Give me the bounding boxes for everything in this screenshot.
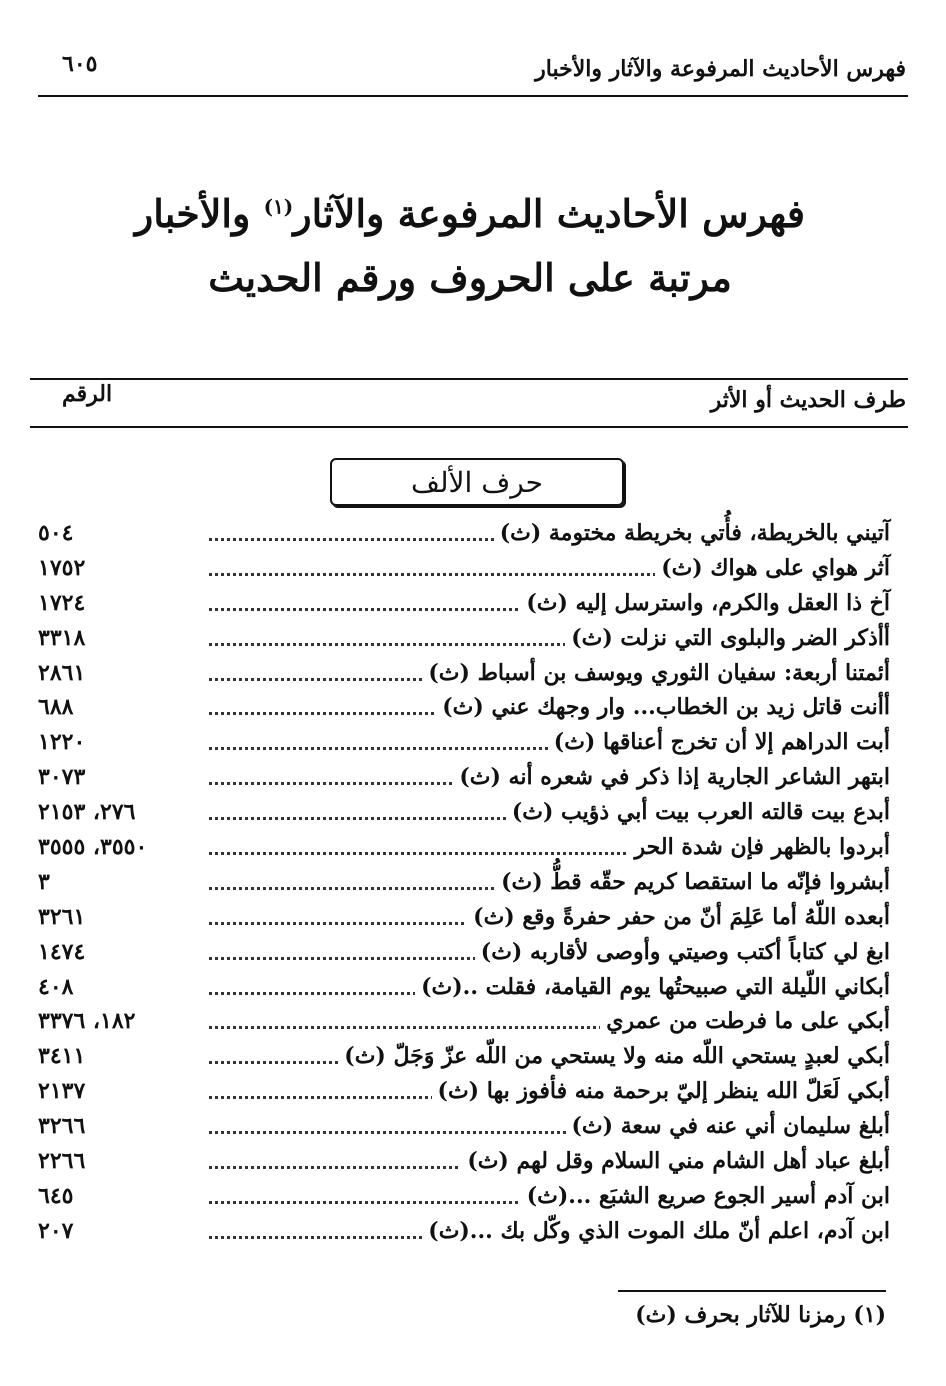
- index-entry: [38, 1004, 890, 1039]
- index-entry: [38, 795, 890, 830]
- entry-numbers: ٣٢٦٦: [38, 1111, 208, 1141]
- entry-text: أبشروا فإنّه ما استقصا كريم حقّه قطُّ (ث): [495, 867, 890, 897]
- entry-text: أبكي لَعَلّ الله ينظر إليّ برحمة منه فأفوز بها (ث): [432, 1076, 890, 1106]
- entry-text: أبكي على ما فرطت من عمري: [600, 1006, 890, 1036]
- index-entry: [38, 970, 890, 1005]
- title-line-2: مرتبة على الحروف ورقم الحديث: [208, 255, 732, 300]
- entry-text: أبت الدراهم إلا أن تخرج أعناقها (ث): [548, 727, 890, 757]
- entry-numbers: ٥٠٤: [38, 518, 208, 548]
- page-number: ٦٠٥: [62, 51, 98, 77]
- index-entry: [38, 1214, 890, 1249]
- entry-numbers: ٣: [38, 867, 208, 897]
- entry-numbers: ٢٠٧: [38, 1216, 208, 1246]
- header-rule: [38, 95, 908, 97]
- column-header-text: طرف الحديث أو الأثر: [710, 387, 906, 413]
- entry-numbers: ٣٥٥٠، ٣٥٥٥: [38, 832, 208, 862]
- entry-numbers: ٦٨٨: [38, 692, 208, 722]
- section-heading-box: [330, 458, 624, 506]
- entry-text: أبكاني اللّيلة التي صبيحتُها يوم القيامة، فقلت ..(ث): [415, 972, 890, 1002]
- entry-numbers: ٣٤١١: [38, 1041, 208, 1071]
- entry-text: آخ ذا العقل والكرم، واسترسل إليه (ث): [520, 588, 890, 618]
- entry-text: آثر هواي على هواك (ث): [655, 553, 890, 583]
- table-head-top-rule: [30, 378, 908, 380]
- entry-numbers: ١٤٧٤: [38, 937, 208, 967]
- entry-numbers: ٦٤٥: [38, 1181, 208, 1211]
- footnote: (١) رمزنا للآثار بحرف (ث): [635, 1302, 886, 1328]
- entry-numbers: ٣٢٦١: [38, 902, 208, 932]
- entry-text: أبكي لعبدٍ يستحي اللّه منه ولا يستحي من اللّه عزّ وَجَلّ (ث): [338, 1041, 890, 1071]
- column-header-number: الرقم: [62, 381, 113, 407]
- entry-numbers: ١٨٢، ٣٣٧٦: [38, 1006, 208, 1036]
- running-head: فهرس الأحاديث المرفوعة والآثار والأخبار: [535, 56, 906, 82]
- title-line-1-part-1: فهرس الأحاديث المرفوعة والآثار: [293, 191, 806, 236]
- table-head-bottom-rule: [30, 426, 908, 428]
- index-entry: [38, 586, 890, 621]
- entry-text: ابن آدم أسير الجوع صريع الشبَع ...(ث): [521, 1181, 890, 1211]
- entry-numbers: ٢٧٦، ٢١٥٣: [38, 797, 208, 827]
- index-entry: [38, 1074, 890, 1109]
- index-entry: [38, 725, 890, 760]
- entry-text: أبعده اللّهُ أما عَلِمَ أنّ من حفر حفرةً وقع (ث): [467, 902, 890, 932]
- index-entry: [38, 1179, 890, 1214]
- index-entry: [38, 900, 890, 935]
- entry-numbers: ٢١٣٧: [38, 1076, 208, 1106]
- entry-numbers: ٣٠٧٣: [38, 762, 208, 792]
- index-entry: [38, 656, 890, 691]
- entry-numbers: ١٧٢٤: [38, 588, 208, 618]
- index-entry: [38, 865, 890, 900]
- entry-numbers: ١٢٢٠: [38, 727, 208, 757]
- title-footnote-marker: (١): [263, 194, 294, 219]
- section-heading-label: حرف الألف: [411, 465, 543, 499]
- index-entry: [38, 935, 890, 970]
- index-entry: [38, 690, 890, 725]
- index-entry: [38, 621, 890, 656]
- entry-text: ابتهر الشاعر الجارية إذا ذكر في شعره أنه (ث): [453, 762, 890, 792]
- entry-numbers: ٣٣١٨: [38, 623, 208, 653]
- entry-text: أئمتنا أربعة: سفيان الثوري ويوسف بن أسباط (ث): [422, 658, 890, 688]
- index-entry: [38, 760, 890, 795]
- entry-numbers: ٢٢٦٦: [38, 1146, 208, 1176]
- index-entry: [38, 1039, 890, 1074]
- entry-numbers: ٢٨٦١: [38, 658, 208, 688]
- entry-numbers: ١٧٥٢: [38, 553, 208, 583]
- entry-text: أبدع بيت قالته العرب بيت أبي ذؤيب (ث): [506, 797, 890, 827]
- index-entry: [38, 516, 890, 551]
- page-title: [100, 182, 840, 310]
- title-line-1: [100, 182, 840, 246]
- entry-text: أبلغ عباد أهل الشام مني السلام وقل لهم (ث): [461, 1146, 890, 1176]
- entry-text: أبلغ سليمان أني عنه في سعة (ث): [566, 1111, 890, 1141]
- entry-text: ابن آدم، اعلم أنّ ملك الموت الذي وكّل بك ...(ث): [422, 1216, 890, 1246]
- entry-text: أأذكر الضر والبلوى التي نزلت (ث): [565, 623, 890, 653]
- entry-text: أأنت قاتل زيد بن الخطاب... وار وجهك عني (ث): [436, 692, 890, 722]
- index-entry: [38, 830, 890, 865]
- entry-numbers: ٤٠٨: [38, 972, 208, 1002]
- entry-text: أبردوا بالظهر فإن شدة الحر: [629, 832, 890, 862]
- index-entry: [38, 1109, 890, 1144]
- entry-text: ابغ لي كتاباً أكتب وصيتي وأوصى لأقاربه (ث): [475, 937, 890, 967]
- title-line-1-part-2: والأخبار: [134, 191, 251, 236]
- entry-text: آتيني بالخريطة، فأُتي بخريطة مختومة (ث): [494, 518, 890, 548]
- index-entry-list: [38, 516, 890, 1249]
- index-entry: [38, 1144, 890, 1179]
- index-entry: [38, 551, 890, 586]
- footnote-rule: [618, 1290, 886, 1292]
